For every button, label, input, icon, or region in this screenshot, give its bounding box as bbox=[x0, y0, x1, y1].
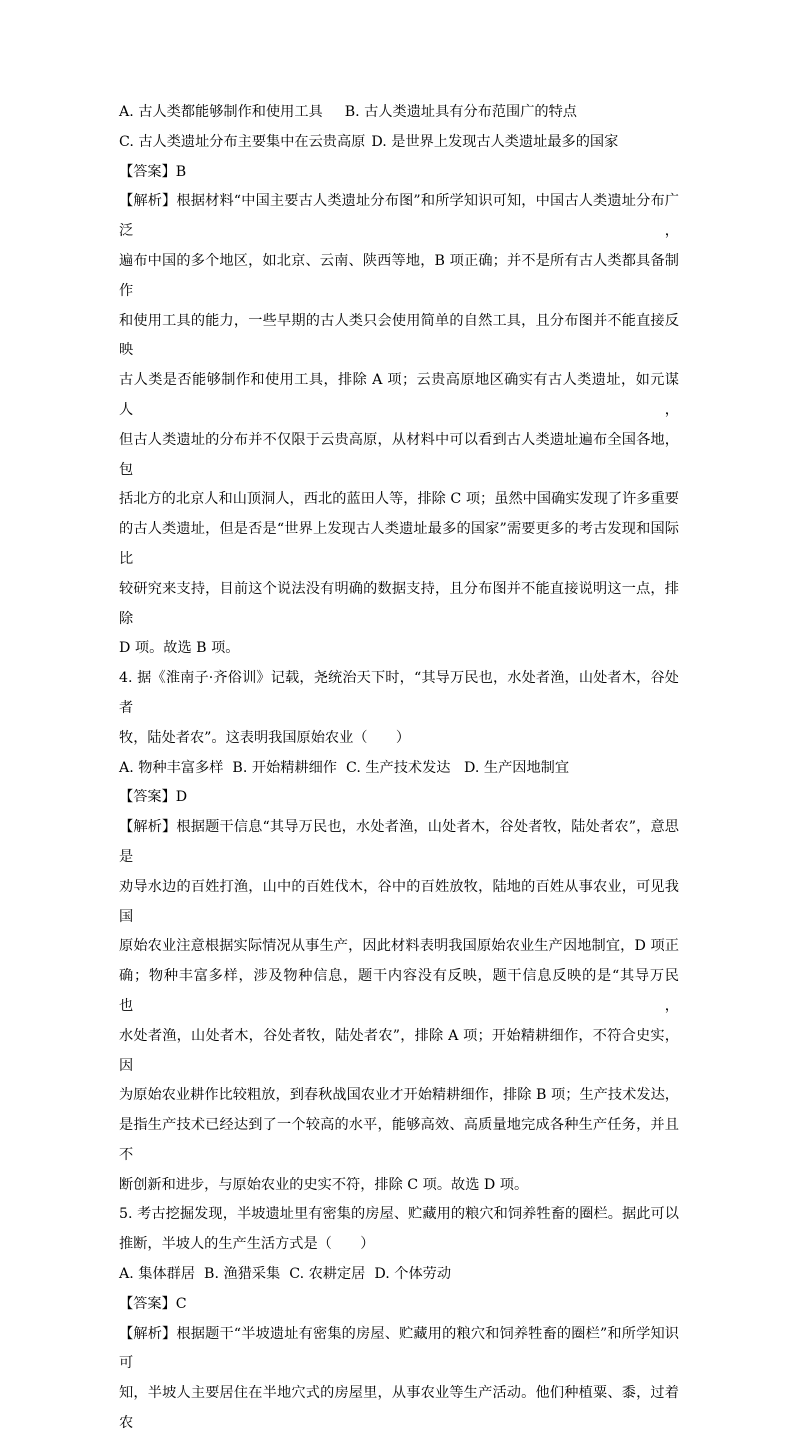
q3-analysis-line: 和使用工具的能力，一些早期的古人类只会使用简单的自然工具，且分布图并不能直接反映 bbox=[119, 312, 679, 359]
q5-analysis bbox=[119, 1320, 679, 1439]
q5-analysis-line: 【解析】根据题干“半坡遗址有密集的房屋、贮藏用的粮穴和饲养牲畜的圈栏”和所学知识可 bbox=[119, 1325, 679, 1372]
q3-analysis-line: 遍布中国的多个地区，如北京、云南、陕西等地，B 项正确；并不是所有古人类都具备制作 bbox=[119, 252, 679, 299]
q4-analysis-line: 劝导水边的百姓打渔，山中的百姓伐木，谷中的百姓放牧，陆地的百姓从事农业，可见我国 bbox=[119, 878, 679, 925]
q3-option-b: B. 古人类遗址具有分布范围广的特点 bbox=[344, 104, 577, 120]
q4-stem-line: 牧，陆处者农”。这表明我国原始农业（ ） bbox=[119, 729, 411, 746]
q3-option-a: A. 古人类都能够制作和使用工具 bbox=[119, 104, 323, 120]
q4-analysis-line: 原始农业注意根据实际情况从事生产，因此材料表明我国原始农业生产因地制宜，D 项正 bbox=[119, 938, 679, 955]
q3-analysis-line: 古人类是否能够制作和使用工具，排除 A 项；云贵高原地区确实有古人类遗址，如元谋人， bbox=[119, 372, 679, 418]
q4-analysis bbox=[119, 813, 679, 1200]
q5-stem-line: 推断，半坡人的生产生活方式是（ ） bbox=[119, 1236, 375, 1253]
q3-options-cd bbox=[119, 128, 679, 158]
q4-answer: 【答案】D bbox=[119, 789, 188, 806]
q3-analysis-line: 【解析】根据材料“中国主要古人类遗址分布图”和所学知识可知，中国古人类遗址分布广泛， bbox=[119, 193, 679, 240]
q4-stem bbox=[119, 664, 679, 753]
q3-option-d: D. 是世界上发现古人类遗址最多的国家 bbox=[371, 133, 619, 150]
q5-answer: 【答案】C bbox=[119, 1295, 187, 1312]
q4-analysis-line: 确；物种丰富多样，涉及物种信息，题干内容没有反映，题干信息反映的是“其导万民也， bbox=[119, 968, 679, 1014]
q3-analysis-line: 括北方的北京人和山顶洞人，西北的蓝田人等，排除 C 项；虽然中国确实发现了许多重要 bbox=[119, 491, 679, 508]
q5-analysis-line: 知，半坡人主要居住在半地穴式的房屋里，从事农业等生产活动。他们种植粟、黍，过着农 bbox=[119, 1385, 679, 1432]
q4-analysis-line: 水处者渔，山处者木，谷处者牧，陆处者农”，排除 A 项；开始精耕细作，不符合史实，因 bbox=[119, 1027, 679, 1074]
q3-analysis-line: 的古人类遗址，但是否是“世界上发现古人类遗址最多的国家”需要更多的考古发现和国际比 bbox=[119, 521, 679, 567]
q4-stem-line: 4. 据《淮南子·齐俗训》记载，尧统治天下时，“其导万民也，水处者渔，山处者木，谷处者 bbox=[119, 670, 679, 716]
q4-options: A. 物种丰富多样 B. 开始精耕细作 C. 生产技术发达 D. 生产因地制宜 bbox=[119, 759, 570, 776]
q3-answer: 【答案】B bbox=[119, 163, 187, 180]
q5-stem bbox=[119, 1200, 679, 1260]
q3-analysis-line: 较研究来支持，目前这个说法没有明确的数据支持，且分布图并不能直接说明这一点，排除 bbox=[119, 580, 679, 627]
q4-analysis-line: 【解析】根据题干信息“其导万民也，水处者渔，山处者木，谷处者牧，陆处者农”，意思是 bbox=[119, 819, 679, 865]
page-content bbox=[119, 98, 679, 1439]
q5-stem-line: 5. 考古挖掘发现，半坡遗址里有密集的房屋、贮藏用的粮穴和饲养牲畜的圈栏。据此可以 bbox=[119, 1206, 679, 1223]
q3-analysis bbox=[119, 187, 679, 664]
q3-options-ab bbox=[119, 98, 679, 128]
q4-analysis-line: 为原始农业耕作比较粗放，到春秋战国农业才开始精耕细作，排除 B 项；生产技术发达， bbox=[119, 1087, 679, 1104]
q4-analysis-line: 是指生产技术已经达到了一个较高的水平，能够高效、高质量地完成各种生产任务，并且不 bbox=[119, 1117, 679, 1163]
q3-analysis-line: D 项。故选 B 项。 bbox=[119, 640, 240, 657]
q3-option-c: C. 古人类遗址分布主要集中在云贵高原 bbox=[119, 133, 366, 150]
q3-analysis-line: 但古人类遗址的分布并不仅限于云贵高原，从材料中可以看到古人类遗址遍布全国各地，包 bbox=[119, 431, 679, 478]
q4-analysis-line: 断创新和进步，与原始农业的史实不符，排除 C 项。故选 D 项。 bbox=[119, 1176, 529, 1193]
q5-options: A. 集体群居 B. 渔猎采集 C. 农耕定居 D. 个体劳动 bbox=[119, 1266, 452, 1283]
